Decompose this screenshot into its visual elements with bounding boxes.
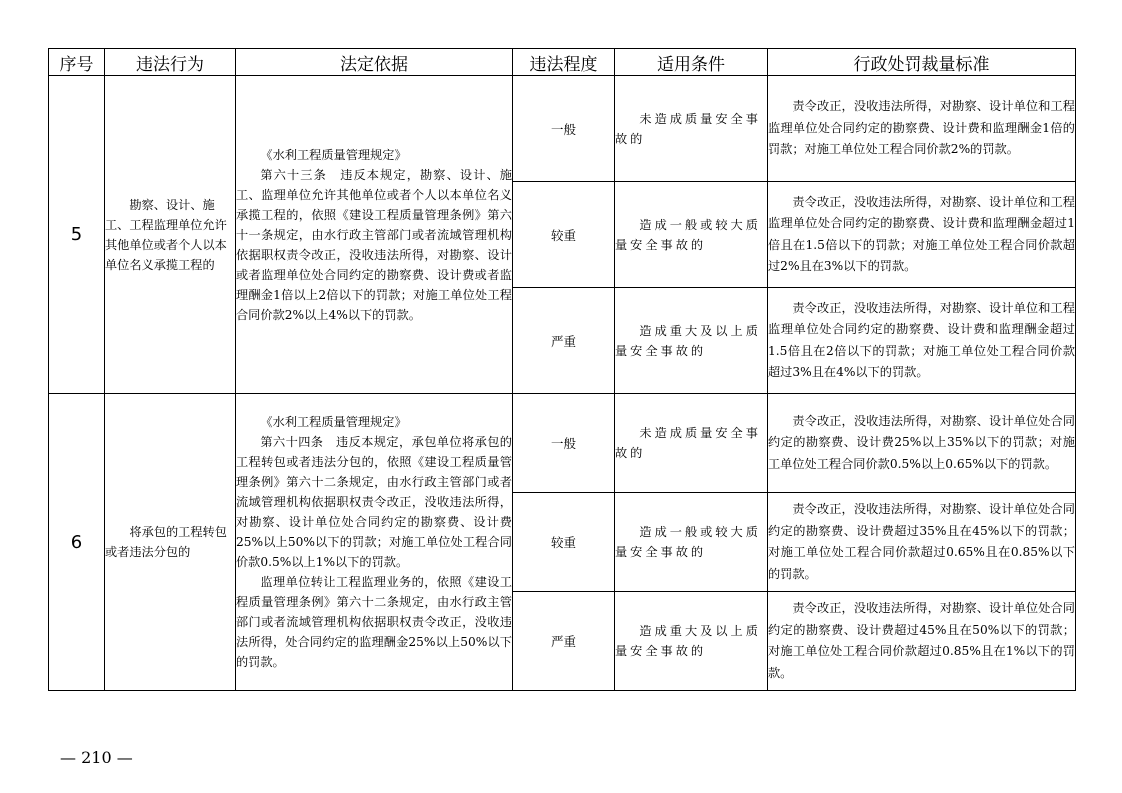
violation-act: 将承包的工程转包或者违法分包的 — [105, 394, 236, 691]
header-condition: 适用条件 — [615, 49, 768, 76]
degree-cell: 一般 — [513, 76, 615, 182]
condition-cell: 造成一般或较大质量安全事故的 — [615, 182, 768, 288]
condition-cell: 造成一般或较大质量安全事故的 — [615, 493, 768, 592]
degree-cell: 较重 — [513, 182, 615, 288]
legal-basis: 《水利工程质量管理规定》 第六十四条 违反本规定，承包单位将承包的工程转包或者违法分包的，依照《建设工程质量管理条例》第六十二条规定，由水行政主管部门或者流域管理机构依据职权责令改正，没收违法所得，对勘察、设计单位处合同约定的勘察费、设计费25%以上50%以下的罚款；对施工单位处工程合同价款0.5%以上1%以下的罚款。 监理单位转让工程监理业务的，依照《建设工程质量管理条例》第六十二条规定，由水行政主管部门或者流域管理机构依据职权责令改正，没收违法所得，处合同约定的监理酬金25%以上50%以下的罚款。 — [236, 394, 513, 691]
standard-cell: 责令改正，没收违法所得，对勘察、设计单位处合同约定的勘察费、设计费25%以上35%以下的罚款；对施工单位处工程合同价款0.5%以上0.65%以下的罚款。 — [768, 394, 1076, 493]
degree-cell: 严重 — [513, 592, 615, 691]
penalty-table — [48, 48, 1076, 691]
violation-act: 勘察、设计、施工、工程监理单位允许其他单位或者个人以本单位名义承揽工程的 — [105, 76, 236, 394]
header-row — [49, 49, 1076, 76]
standard-cell: 责令改正，没收违法所得，对勘察、设计单位处合同约定的勘察费、设计费超过35%且在45%以下的罚款；对施工单位处工程合同价款超过0.65%且在0.85%以下的罚款。 — [768, 493, 1076, 592]
standard-cell: 责令改正，没收违法所得，对勘察、设计单位和工程监理单位处合同约定的勘察费、设计费和监理酬金超过1倍且在1.5倍以下的罚款；对施工单位处工程合同价款超过2%且在3%以下的罚款。 — [768, 182, 1076, 288]
header-num: 序号 — [49, 49, 105, 76]
header-basis: 法定依据 — [236, 49, 513, 76]
legal-basis: 《水利工程质量管理规定》 第六十三条 违反本规定，勘察、设计、施工、监理单位允许其他单位或者个人以本单位名义承揽工程的，依照《建设工程质量管理条例》第六十一条规定，由水行政主管部门或者流域管理机构依据职权责令改正，没收违法所得，对勘察、设计或者监理单位处合同约定的勘察费、设计费或者监理酬金1倍以上2倍以下的罚款；对施工单位处工程合同价款2%以上4%以下的罚款。 — [236, 76, 513, 394]
standard-cell: 责令改正，没收违法所得，对勘察、设计单位和工程监理单位处合同约定的勘察费、设计费和监理酬金超过1.5倍且在2倍以下的罚款；对施工单位处工程合同价款超过3%且在4%以下的罚款。 — [768, 288, 1076, 394]
standard-cell: 责令改正，没收违法所得，对勘察、设计单位和工程监理单位处合同约定的勘察费、设计费和监理酬金1倍的罚款；对施工单位处工程合同价款2%的罚款。 — [768, 76, 1076, 182]
standard-cell: 责令改正，没收违法所得，对勘察、设计单位处合同约定的勘察费、设计费超过45%且在50%以下的罚款；对施工单位处工程合同价款超过0.85%且在1%以下的罚款。 — [768, 592, 1076, 691]
group-number: 5 — [49, 76, 105, 394]
table-row — [49, 394, 1076, 493]
table-row — [49, 76, 1076, 182]
condition-cell: 造成重大及以上质量安全事故的 — [615, 592, 768, 691]
degree-cell: 严重 — [513, 288, 615, 394]
condition-cell: 未造成质量安全事故的 — [615, 394, 768, 493]
condition-cell: 未造成质量安全事故的 — [615, 76, 768, 182]
header-standard: 行政处罚裁量标准 — [768, 49, 1076, 76]
header-act: 违法行为 — [105, 49, 236, 76]
degree-cell: 较重 — [513, 493, 615, 592]
degree-cell: 一般 — [513, 394, 615, 493]
header-degree: 违法程度 — [513, 49, 615, 76]
page-number: — 210 — — [60, 748, 133, 767]
condition-cell: 造成重大及以上质量安全事故的 — [615, 288, 768, 394]
group-number: 6 — [49, 394, 105, 691]
